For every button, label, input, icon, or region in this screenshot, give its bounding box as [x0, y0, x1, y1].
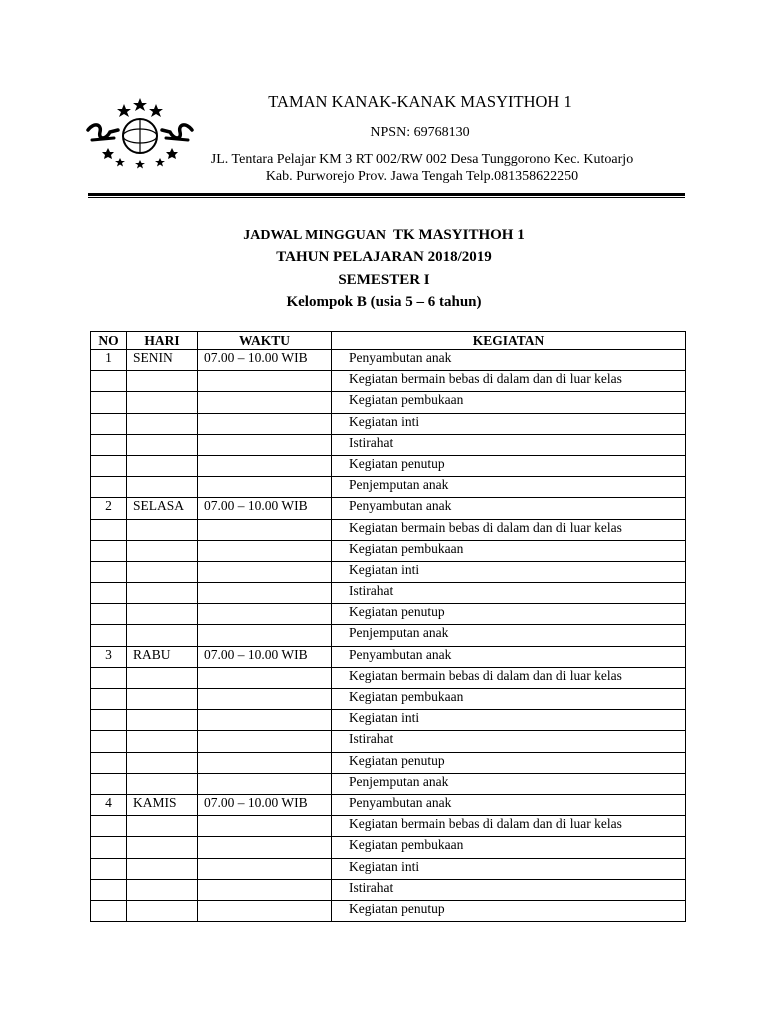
cell-no — [91, 540, 127, 561]
address-line-2: Kab. Purworejo Prov. Jawa Tengah Telp.081358622250 — [265, 169, 579, 184]
table-row — [91, 667, 686, 688]
cell-no — [91, 773, 127, 794]
cell-hari — [127, 477, 198, 498]
table-row — [91, 731, 686, 752]
schedule-body — [91, 350, 686, 922]
cell-kegiatan: Kegiatan pembukaan — [332, 689, 686, 710]
cell-waktu — [198, 752, 332, 773]
table-row — [91, 371, 686, 392]
cell-kegiatan: Kegiatan pembukaan — [332, 837, 686, 858]
cell-hari — [127, 900, 198, 921]
cell-waktu — [198, 879, 332, 900]
table-row — [91, 625, 686, 646]
cell-kegiatan: Kegiatan bermain bebas di dalam dan di luar kelas — [332, 519, 686, 540]
schedule-title-a: JADWAL MINGGUAN — [243, 228, 387, 243]
table-row — [91, 752, 686, 773]
cell-waktu — [198, 477, 332, 498]
cell-no — [91, 561, 127, 582]
table-row — [91, 350, 686, 371]
cell-kegiatan: Penyambutan anak — [332, 498, 686, 519]
cell-kegiatan: Kegiatan penutup — [332, 752, 686, 773]
cell-hari — [127, 604, 198, 625]
cell-hari: RABU — [127, 646, 198, 667]
cell-no — [91, 710, 127, 731]
table-row — [91, 519, 686, 540]
cell-no — [91, 413, 127, 434]
cell-no — [91, 667, 127, 688]
header-divider — [88, 193, 685, 196]
address-line-1: JL. Tentara Pelajar KM 3 RT 002/RW 002 Desa Tunggorono Kec. Kutoarjo — [210, 152, 634, 167]
table-row — [91, 583, 686, 604]
cell-waktu — [198, 561, 332, 582]
cell-kegiatan: Kegiatan bermain bebas di dalam dan di luar kelas — [332, 816, 686, 837]
cell-hari — [127, 752, 198, 773]
table-row — [91, 900, 686, 921]
cell-kegiatan: Kegiatan penutup — [332, 900, 686, 921]
cell-hari: SELASA — [127, 498, 198, 519]
cell-hari — [127, 455, 198, 476]
group-label: Kelompok B (usia 5 – 6 tahun) — [286, 294, 482, 310]
cell-kegiatan: Kegiatan penutup — [332, 455, 686, 476]
cell-kegiatan: Kegiatan bermain bebas di dalam dan di luar kelas — [332, 371, 686, 392]
cell-hari — [127, 837, 198, 858]
cell-waktu — [198, 625, 332, 646]
cell-no — [91, 455, 127, 476]
semester: SEMESTER I — [338, 272, 430, 288]
column-header-waktu: WAKTU — [198, 332, 332, 350]
cell-kegiatan: Kegiatan inti — [332, 710, 686, 731]
cell-no — [91, 837, 127, 858]
cell-hari — [127, 858, 198, 879]
table-row — [91, 689, 686, 710]
cell-no — [91, 583, 127, 604]
header-divider-thin — [88, 197, 685, 198]
table-row — [91, 710, 686, 731]
cell-waktu — [198, 710, 332, 731]
table-row — [91, 646, 686, 667]
table-row — [91, 773, 686, 794]
table-row — [91, 794, 686, 815]
cell-no — [91, 434, 127, 455]
cell-hari: SENIN — [127, 350, 198, 371]
cell-waktu — [198, 519, 332, 540]
cell-no — [91, 371, 127, 392]
table-row — [91, 434, 686, 455]
npsn: NPSN: 69768130 — [370, 125, 470, 140]
cell-kegiatan: Istirahat — [332, 583, 686, 604]
cell-no: 4 — [91, 794, 127, 815]
table-row — [91, 392, 686, 413]
cell-no — [91, 752, 127, 773]
cell-kegiatan: Kegiatan bermain bebas di dalam dan di luar kelas — [332, 667, 686, 688]
cell-no — [91, 392, 127, 413]
cell-kegiatan: Penyambutan anak — [332, 646, 686, 667]
cell-waktu — [198, 455, 332, 476]
cell-waktu: 07.00 – 10.00 WIB — [198, 498, 332, 519]
cell-no — [91, 900, 127, 921]
table-row — [91, 561, 686, 582]
cell-waktu: 07.00 – 10.00 WIB — [198, 794, 332, 815]
table-header-row — [91, 332, 686, 350]
cell-waktu — [198, 816, 332, 837]
cell-waktu — [198, 689, 332, 710]
cell-waktu — [198, 413, 332, 434]
cell-no: 1 — [91, 350, 127, 371]
cell-kegiatan: Penjemputan anak — [332, 477, 686, 498]
table-row — [91, 413, 686, 434]
cell-no — [91, 879, 127, 900]
cell-hari — [127, 625, 198, 646]
cell-no: 2 — [91, 498, 127, 519]
cell-hari — [127, 816, 198, 837]
table-row — [91, 604, 686, 625]
schedule-title-b: TK MASYITHOH 1 — [393, 227, 525, 243]
cell-hari — [127, 434, 198, 455]
cell-waktu — [198, 837, 332, 858]
cell-hari — [127, 773, 198, 794]
cell-waktu: 07.00 – 10.00 WIB — [198, 646, 332, 667]
cell-waktu — [198, 667, 332, 688]
cell-waktu — [198, 604, 332, 625]
cell-no — [91, 625, 127, 646]
column-header-no: NO — [91, 332, 127, 350]
cell-hari — [127, 583, 198, 604]
cell-hari — [127, 519, 198, 540]
cell-no — [91, 731, 127, 752]
column-header-hari: HARI — [127, 332, 198, 350]
cell-hari — [127, 540, 198, 561]
cell-waktu — [198, 392, 332, 413]
cell-kegiatan: Kegiatan inti — [332, 413, 686, 434]
cell-hari — [127, 689, 198, 710]
cell-kegiatan: Kegiatan inti — [332, 858, 686, 879]
table-row — [91, 858, 686, 879]
cell-kegiatan: Istirahat — [332, 879, 686, 900]
cell-hari — [127, 413, 198, 434]
cell-hari — [127, 667, 198, 688]
cell-hari — [127, 879, 198, 900]
cell-waktu — [198, 731, 332, 752]
cell-hari — [127, 731, 198, 752]
cell-hari — [127, 710, 198, 731]
cell-no — [91, 519, 127, 540]
cell-waktu — [198, 858, 332, 879]
schedule-table — [90, 331, 686, 922]
cell-waktu — [198, 434, 332, 455]
cell-waktu — [198, 900, 332, 921]
cell-kegiatan: Istirahat — [332, 434, 686, 455]
cell-kegiatan: Penyambutan anak — [332, 794, 686, 815]
table-row — [91, 837, 686, 858]
cell-no — [91, 604, 127, 625]
cell-no — [91, 477, 127, 498]
cell-waktu — [198, 540, 332, 561]
cell-hari: KAMIS — [127, 794, 198, 815]
school-name: TAMAN KANAK-KANAK MASYITHOH 1 — [268, 92, 572, 111]
cell-kegiatan: Kegiatan pembukaan — [332, 392, 686, 413]
cell-waktu — [198, 583, 332, 604]
cell-hari — [127, 561, 198, 582]
cell-kegiatan: Penjemputan anak — [332, 625, 686, 646]
table-row — [91, 477, 686, 498]
cell-kegiatan: Penyambutan anak — [332, 350, 686, 371]
table-row — [91, 540, 686, 561]
column-header-kegiatan: KEGIATAN — [332, 332, 686, 350]
cell-no — [91, 816, 127, 837]
cell-kegiatan: Istirahat — [332, 731, 686, 752]
schedule-title — [0, 227, 768, 244]
table-row — [91, 816, 686, 837]
cell-waktu: 07.00 – 10.00 WIB — [198, 350, 332, 371]
cell-no — [91, 858, 127, 879]
cell-kegiatan: Kegiatan inti — [332, 561, 686, 582]
cell-waktu — [198, 773, 332, 794]
cell-kegiatan: Kegiatan penutup — [332, 604, 686, 625]
table-row — [91, 455, 686, 476]
table-row — [91, 498, 686, 519]
cell-no — [91, 689, 127, 710]
cell-kegiatan: Penjemputan anak — [332, 773, 686, 794]
table-row — [91, 879, 686, 900]
cell-waktu — [198, 371, 332, 392]
cell-hari — [127, 371, 198, 392]
school-year: TAHUN PELAJARAN 2018/2019 — [276, 249, 492, 265]
cell-no: 3 — [91, 646, 127, 667]
cell-kegiatan: Kegiatan pembukaan — [332, 540, 686, 561]
cell-hari — [127, 392, 198, 413]
